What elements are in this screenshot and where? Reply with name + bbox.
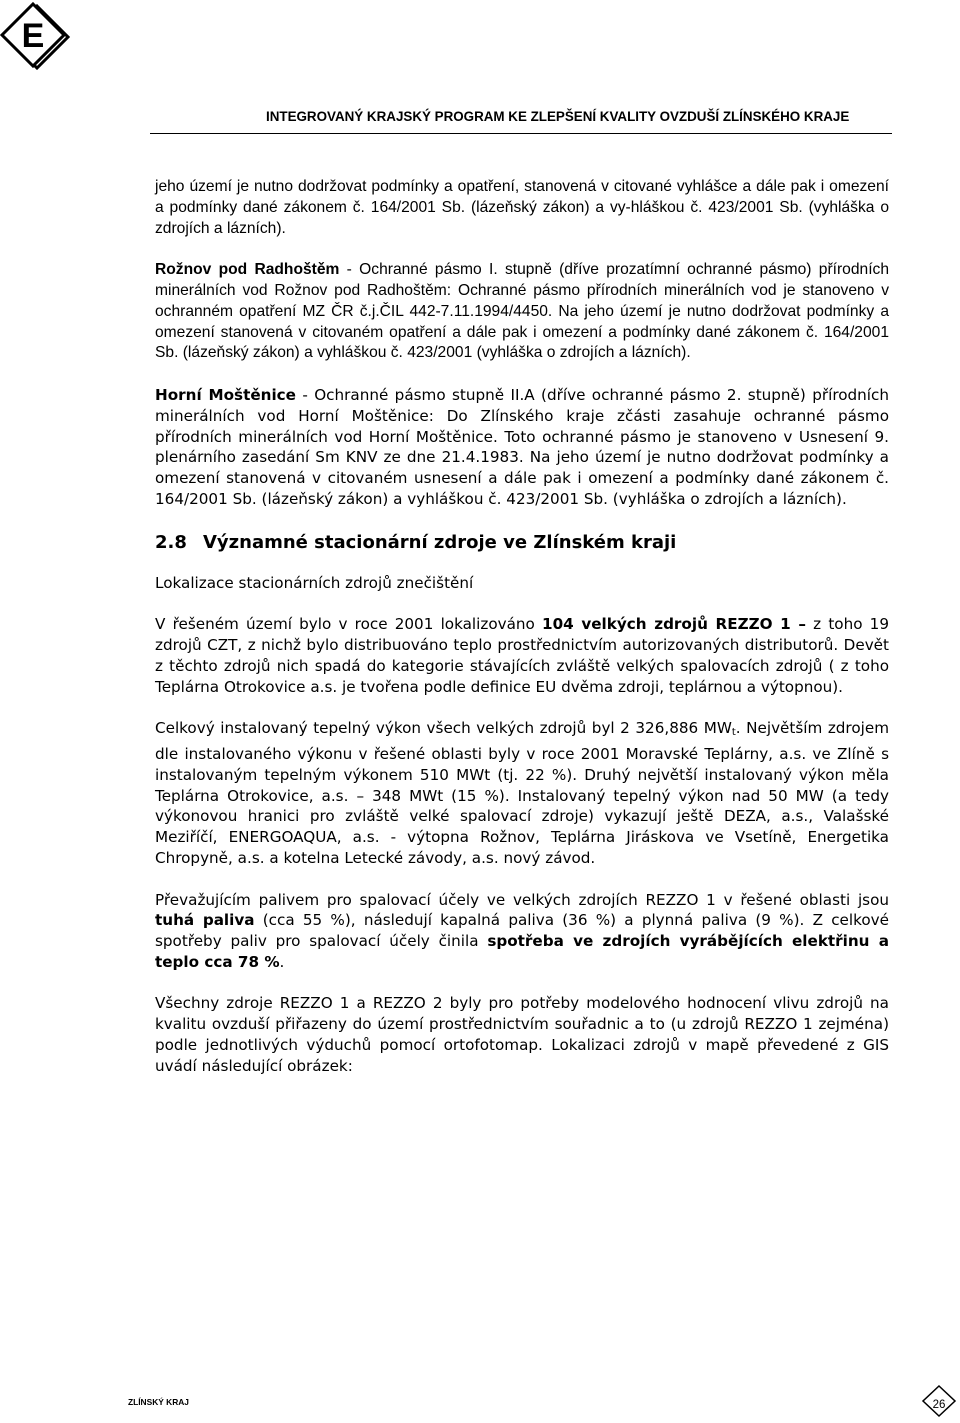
paragraph-text: - Ochranné pásmo stupně II.A (dříve ochranné pásmo 2. stupně) přírodních minerálních vod Horní Moštěnice: Do Zlínského kraje zčásti zasahuje ochranné pásmo přírodních minerálních vod Horní Moštěnice. Toto ochranné pásmo je stanoveno v Usnesení 9. plenárního zasedání Sm KNV ze dne 21.4.1983. Na jeho území je nutno dodržovat podmínky a omezení stanovená v citovaném usnesení a dále pak i omezení a podmínky dané zákonem č. 164/2001 Sb. (lázeňský zákon) a vyhláškou č. 423/2001 Sb. (vyhláška o zdrojích a lázních). xyxy=(155,385,889,508)
paragraph-text: - Ochranné pásmo I. stupně (dříve prozatímní ochranné pásmo) přírodních minerálních vod Rožnov pod Radhoštěm: Ochranné pásmo přírodních minerálních vod je stanoveno v ochranném opatření MZ ČR č.j.ČIL 442-7.11.1994/4450. Na jeho území je nutno dodržovat podmínky a omezení stanovená v citovaném opatření a dále pak i omezení a podmínky dané zákonem č. 164/2001 Sb. (lázeňský zákon) a vyhláškou č. 423/2001 (vyhláška o zdrojích a lázních). xyxy=(155,261,889,362)
emphasis: spotřeba ve zdrojích vyrábějících elektřinu a teplo cca 78 % xyxy=(155,932,889,971)
paragraph-text: Celkový instalovaný tepelný výkon všech velkých zdrojů byl 2 326,886 MW xyxy=(155,719,732,738)
paragraph xyxy=(155,614,889,697)
logo-letter: E xyxy=(21,17,45,55)
place-name: Horní Moštěnice xyxy=(155,385,296,404)
page-number: 26 xyxy=(932,1399,946,1411)
paragraph-text: . Největším zdrojem dle instalovaného výkonu v řešené oblasti byly v roce 2001 Moravské Teplárny, a.s. ve Zlíně s instalovaným tepelným výkonem 510 MWt (tj. 22 %). Druhý největší instalovaný výkon měla Teplárna Otrokovice, a.s. – 348 MWt (15 %). Instalovaný tepelný výkon nad 50 MW (a tedy výkonovou hranici pro zvláště velké spalovací zdroje) vykazují ještě DEZA, a.s., Valašské Meziříčí, ENERGOAQUA, a.s. - výtopna Rožnov, Teplárna Jiráskova ve Vsetíně, Energetika Chropyně, a.s. a kotelna Letecké závody, a.s. nový závod. xyxy=(155,719,889,867)
footer-region-name: ZLÍNSKÝ KRAJ xyxy=(128,1397,189,1407)
paragraph xyxy=(155,718,889,869)
emphasis: 104 velkých zdrojů REZZO 1 – xyxy=(542,615,806,634)
paragraph-horni-mostenice xyxy=(155,385,889,510)
place-name: Rožnov pod Radhoštěm xyxy=(155,261,340,279)
emphasis: tuhá paliva xyxy=(155,911,255,930)
paragraph: jeho území je nutno dodržovat podmínky a opatření, stanovená v citované vyhlášce a dále pak i omezení a podmínky dané zákonem č. 164/2001 Sb. (lázeňský zákon) a vy-hláškou č. 423/2001 Sb. (vyhláška o zdrojích a lázních). xyxy=(155,178,889,237)
subscript: t xyxy=(731,727,736,739)
paragraph-text: Převažujícím palivem pro spalovací účely ve velkých zdrojích REZZO 1 v řešené oblasti jsou xyxy=(155,890,889,909)
paragraph-text: . xyxy=(279,952,285,971)
section-number: 2.8 xyxy=(155,531,187,553)
logo-e-diamond xyxy=(0,0,75,70)
section-heading xyxy=(155,531,889,555)
subsection-heading: Lokalizace stacionárních zdrojů znečištění xyxy=(155,573,474,592)
page-number-badge xyxy=(920,1384,958,1418)
paragraph-text: z toho 19 zdrojů CZT, z nichž bylo distribuováno teplo prostřednictvím autorizovaných distributorů. Devět z těchto zdrojů nich spadá do kategorie stávajících zvláště velkých spalovacích zdrojů ( z toho Teplárna Otrokovice a.s. je tvořena podle definice EU dvěma zdroji, teplárnou a výtopnou). xyxy=(155,615,889,696)
paragraph-text: (cca 55 %), následují kapalná paliva (36 %) a plynná paliva (9 %). Z celkové spotřeby paliv pro spalovací účely činila xyxy=(155,911,889,951)
section-title: Významné stacionární zdroje ve Zlínském kraji xyxy=(203,531,677,553)
paragraph xyxy=(155,890,889,973)
header-rule xyxy=(150,133,892,134)
document-body xyxy=(155,177,889,1097)
paragraph: Všechny zdroje REZZO 1 a REZZO 2 byly pro potřeby modelového hodnocení vlivu zdrojů na kvalitu ovzduší přiřazeny do území prostřednictvím souřadnic a to (u zdrojů REZZO 1 zejména) podle jednotlivých výduchů pomocí ortofotomap. Lokalizaci zdrojů v mapě převedené z GIS uvádí následující obrázek: xyxy=(155,994,889,1075)
paragraph-text: V řešeném území bylo v roce 2001 lokalizováno xyxy=(155,615,543,634)
paragraph-roznov xyxy=(155,260,889,364)
document-header-title: INTEGROVANÝ KRAJSKÝ PROGRAM KE ZLEPŠENÍ KVALITY OVZDUŠÍ ZLÍNSKÉHO KRAJE xyxy=(266,109,850,124)
